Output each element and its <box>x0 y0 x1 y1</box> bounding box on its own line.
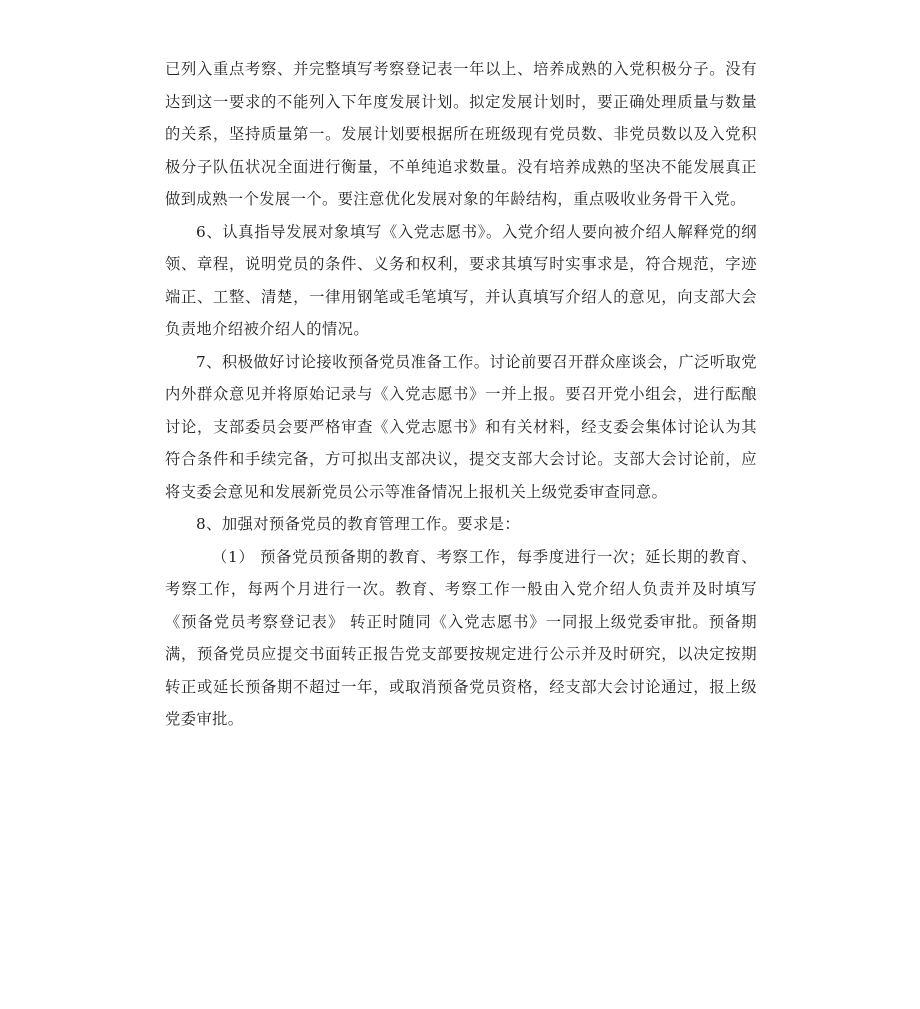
document-body <box>165 53 757 736</box>
paragraph-item-7: 7、积极做好讨论接收预备党员准备工作。讨论前要召开群众座谈会，广泛听取党内外群众意见并将原始记录与《入党志愿书》一并上报。要召开党小组会，进行酝酿讨论，支部委员会要严格审查《入党志愿书》和有关材料，经支委会集体讨论认为其符合条件和手续完备，方可拟出支部决议，提交支部大会讨论。支部大会讨论前，应将支委会意见和发展新党员公示等准备情况上报机关上级党委审查同意。 <box>165 352 757 501</box>
paragraph-item-8: 8、加强对预备党员的教育管理工作。要求是： <box>196 515 521 533</box>
paragraph-continuation: 已列入重点考察、并完整填写考察登记表一年以上、培养成熟的入党积极分子。没有达到这一要求的不能列入下年度发展计划。拟定发展计划时，要正确处理质量与数量的关系，坚持质量第一。发展计划要根据所在班级现有党员数、非党员数以及入党积极分子队伍状况全面进行衡量，不单纯追求数量。没有培养成熟的坚决不能发展真正做到成熟一个发展一个。要注意优化发展对象的年龄结构，重点吸收业务骨干入党。 <box>165 60 757 208</box>
paragraph-subitem-1: （1） 预备党员预备期的教育、考察工作，每季度进行一次；延长期的教育、考察工作，每两个月进行一次。教育、考察工作一般由入党介绍人负责并及时填写《预备党员考察登记表》 转正时随同《入党志愿书》一同报上级党委审批。预备期满，预备党员应提交书面转正报告党支部要按规定进行公示并及时研究，以决定按期转正或延长预备期不超过一年，或取消预备党员资格，经支部大会讨论通过，报上级党委审批。 <box>165 547 757 728</box>
paragraph-item-6: 6、认真指导发展对象填写《入党志愿书》。入党介绍人要向被介绍人解释党的纲领、章程，说明党员的条件、义务和权利，要求其填写时实事求是，符合规范，字迹端正、工整、清楚，一律用钢笔或毛笔填写，并认真填写介绍人的意见，向支部大会负责地介绍被介绍人的情况。 <box>165 222 757 338</box>
